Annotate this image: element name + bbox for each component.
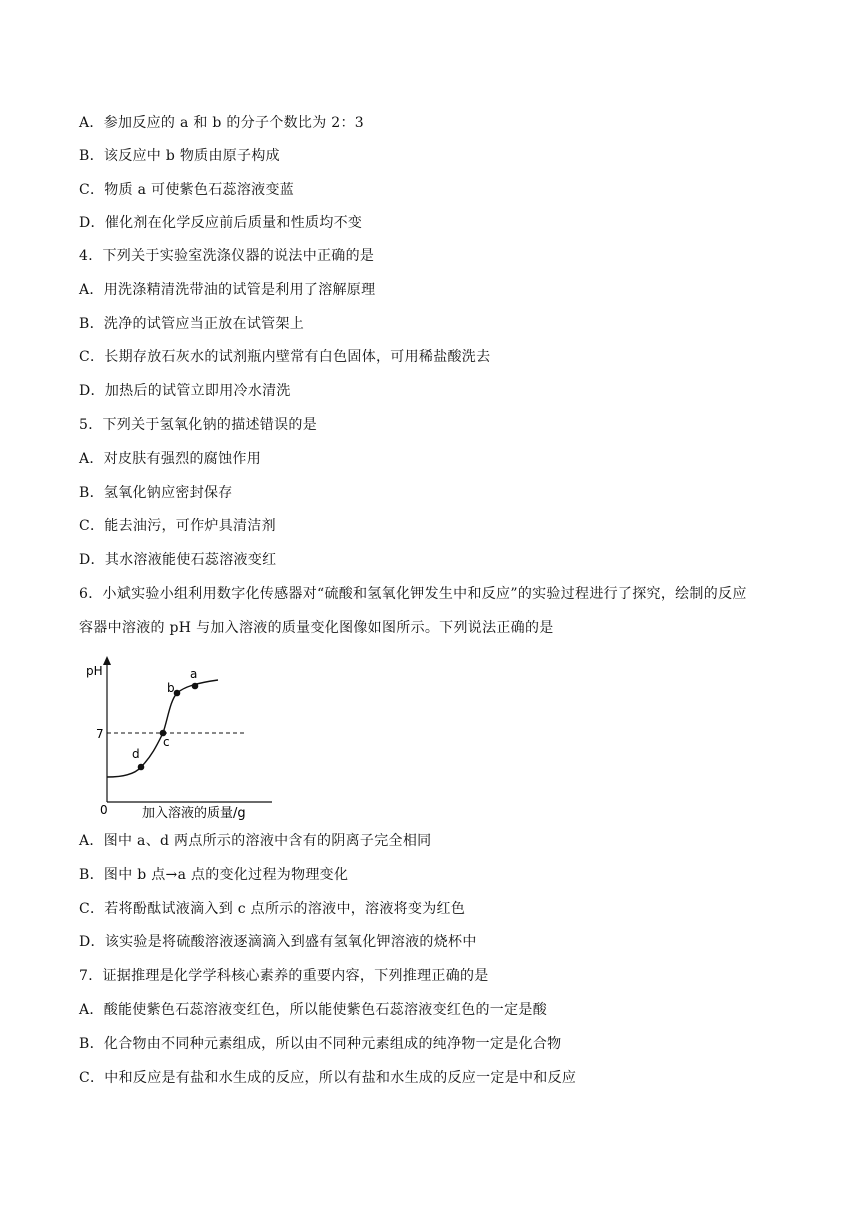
text-line: B．氢氧化钠应密封保存 <box>79 485 233 501</box>
text-line: C．长期存放石灰水的试剂瓶内壁常有白色固体，可用稀盐酸洗去 <box>79 349 491 365</box>
y-axis-arrow <box>103 656 111 665</box>
origin-label: 0 <box>100 803 108 817</box>
x-axis-label: 加入溶液的质量/g <box>142 806 246 821</box>
text-line: D．加热后的试管立即用冷水清洗 <box>79 383 291 399</box>
text-line: C．能去油污，可作炉具清洁剂 <box>79 518 276 534</box>
text-line: C．中和反应是有盐和水生成的反应，所以有盐和水生成的反应一定是中和反应 <box>79 1070 577 1086</box>
text-line: B．化合物由不同种元素组成，所以由不同种元素组成的纯净物一定是化合物 <box>79 1036 562 1052</box>
text-line: A．对皮肤有强烈的腐蚀作用 <box>79 451 262 467</box>
point-a <box>192 683 199 690</box>
point-b <box>174 690 181 697</box>
ph-curve <box>107 680 218 777</box>
text-line: D．该实验是将硫酸溶液逐滴滴入到盛有氢氧化钾溶液的烧杯中 <box>79 934 477 950</box>
text-line: A．用洗涤精清洗带油的试管是利用了溶解原理 <box>79 282 376 298</box>
point-d <box>138 764 145 771</box>
text-line: B．洗净的试管应当正放在试管架上 <box>79 316 305 332</box>
tick-label-7: 7 <box>96 727 104 741</box>
text-line: A．酸能使紫色石蕊溶液变红色，所以能使紫色石蕊溶液变红色的一定是酸 <box>79 1002 548 1018</box>
y-axis-label: pH <box>86 664 103 678</box>
text-line: 7．证据推理是化学学科核心素养的重要内容，下列推理正确的是 <box>79 968 489 984</box>
point-d-label: d <box>132 747 140 761</box>
text-line: B．图中 b 点→a 点的变化过程为物理变化 <box>79 867 349 883</box>
text-line: 容器中溶液的 pH 与加入溶液的质量变化图像如图所示。下列说法正确的是 <box>79 620 554 636</box>
text-line: 5．下列关于氢氧化钠的描述错误的是 <box>79 417 318 433</box>
point-a-label: a <box>190 667 198 681</box>
text-line: D．其水溶液能使石蕊溶液变红 <box>79 552 277 568</box>
point-b-label: b <box>167 681 175 695</box>
text-line: 6．小斌实验小组利用数字化传感器对“硫酸和氢氧化钾发生中和反应”的实验过程进行了探究，绘制的反应 <box>79 586 747 602</box>
point-c-label: c <box>163 735 170 749</box>
text-line: A．图中 a、d 两点所示的溶液中含有的阴离子完全相同 <box>79 833 432 849</box>
ph-curve-figure <box>86 656 286 826</box>
text-line: B．该反应中 b 物质由原子构成 <box>79 148 280 164</box>
text-line: C．物质 a 可使紫色石蕊溶液变蓝 <box>79 182 295 198</box>
text-line: C．若将酚酞试液滴入到 c 点所示的溶液中，溶液将变为红色 <box>79 901 466 917</box>
text-line: 4．下列关于实验室洗涤仪器的说法中正确的是 <box>79 248 375 264</box>
text-line: D．催化剂在化学反应前后质量和性质均不变 <box>79 215 363 231</box>
text-line: A．参加反应的 a 和 b 的分子个数比为 2：3 <box>79 115 364 131</box>
